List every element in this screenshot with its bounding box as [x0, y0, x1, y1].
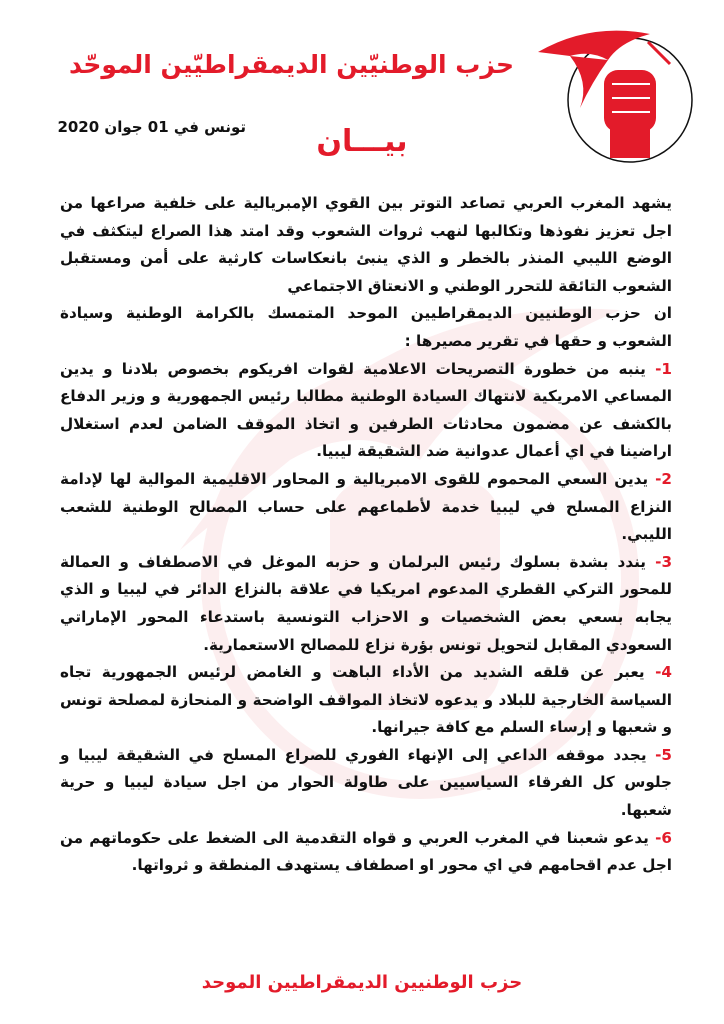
- party-name-header: حزب الوطنيّين الديمقراطيّين الموحّد: [68, 50, 514, 79]
- intro-paragraph: يشهد المغرب العربي تصاعد التوتر بين القوي الإمبريالية على خلفية صراعها من اجل تعزيز نفوذها وتكالبها لنهب ثروات الشعوب وقد امتد هذا الصراع ليتكثف في الوضع الليبي المنذر بالخطر و الذي ينبئ بانعكاسات كارثية على أمن ومستقبل الشعوب التائقة للتحرر الوطني و الانعتاق الاجتماعي: [60, 194, 672, 295]
- point-number: 6-: [655, 828, 672, 847]
- point-text: يندد بشدة بسلوك رئيس البرلمان و حزبه الموغل في الاصطفاف و العمالة للمحور التركي القطري المدعوم امريكيا في علاقة بالنزاع الدائر في ليبيا و الذي يجابه بسعي بعض الشخصيات و الاحزاب التونسية باستدعاء المحور الإماراتي السعودي المقابل لتحويل تونس بؤرة نزاع للمصالح الاستعمارية.: [60, 552, 672, 654]
- statement-point: [60, 466, 672, 549]
- point-number: 5-: [655, 745, 672, 764]
- point-number: 3-: [655, 552, 673, 571]
- statement-point: [60, 549, 672, 659]
- statement-point: [60, 659, 672, 742]
- point-number: 2-: [655, 469, 672, 488]
- point-number: 1-: [655, 359, 672, 378]
- point-text: ينبه من خطورة التصريحات الاعلامية لقوات افريكوم بخصوص بلادنا و يدين المساعي الامريكية لانتهاك السيادة الوطنية مطالبا رئيس الجمهورية و وزير الدفاع بالكشف عن مضمون محادثات الطرفين و اتخاذ الموقف الضامن لعدم استغلال اراضينا في اي أعمال عدوانية ضد الشقيقة ليبيا.: [60, 359, 672, 461]
- intro-paragraph: ان حزب الوطنيين الديمقراطيين الموحد المتمسك بالكرامة الوطنية وسيادة الشعوب و حقها في تقرير مصيرها :: [60, 304, 672, 350]
- document-title: بيـــان: [316, 124, 408, 159]
- point-text: يجدد موقفه الداعي إلى الإنهاء الفوري للصراع المسلح في الشقيقة ليبيا و جلوس كل الفرقاء السياسيين على طاولة الحوار من اجل سيادة ليبيا و حرية شعبها.: [60, 745, 672, 820]
- point-number: 4-: [655, 663, 672, 682]
- point-text: يعبر عن قلقه الشديد من الأداء الباهت و الغامض لرئيس الجمهورية تجاه السياسة الخارجية للبلاد و يدعوه لاتخاذ المواقف الواضحة و المنحازة لمصلحة تونس و شعبها و إرساء السلم مع كافة جيرانها.: [60, 663, 672, 737]
- document-date: تونس في 01 جوان 2020: [57, 118, 246, 136]
- statement-point: [60, 356, 672, 466]
- statement-body: [60, 190, 672, 880]
- statement-point: [60, 742, 672, 825]
- point-text: يدين السعي المحموم للقوى الامبريالية و المحاور الاقليمية الموالية لها لإدامة النزاع المسلح في ليبيا خدمة لأطماعهم على حساب المصالح الوطنية للشعب الليبي.: [60, 469, 672, 544]
- point-text: يدعو شعبنا في المغرب العربي و قواه التقدمية الى الضغط على حكوماتهم من اجل عدم اقحامهم في اي محور او اصطفاف يستهدف المنطقة و ثرواتها.: [60, 828, 672, 875]
- footer-signature: حزب الوطنيين الديمقراطيين الموحد: [201, 972, 523, 993]
- statement-point: [60, 825, 672, 880]
